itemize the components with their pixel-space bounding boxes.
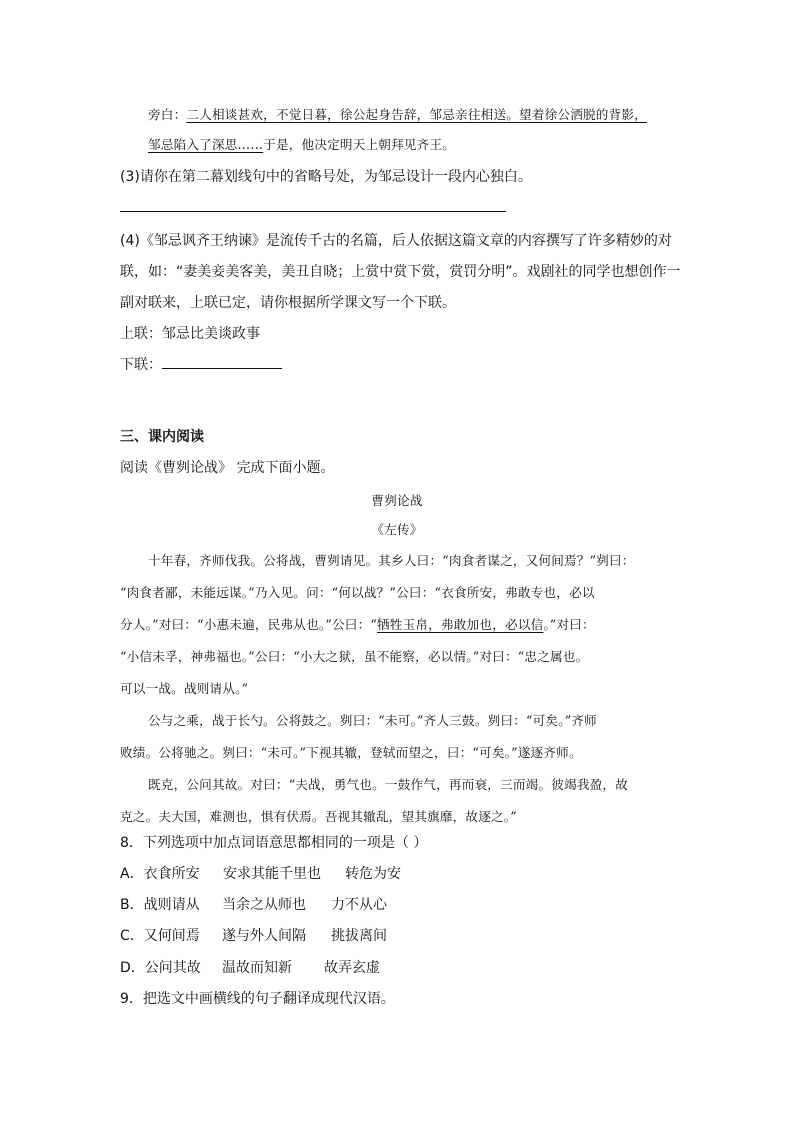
passage-p3-line-2: 克之。夫大国，难测也，惧有伏焉。吾视其辙乱，望其旗靡，故逐之。” xyxy=(120,809,517,824)
question-4-line-3: 副对联来，上联已定，请你根据所学课文写一个下联。 xyxy=(120,295,456,311)
option-letter: C． xyxy=(120,928,144,944)
q8-option-d-word-2: 温故而知新 xyxy=(222,960,292,976)
q8-option-a-word-2: 安求其能千里也 xyxy=(223,866,321,882)
question-8-stem: 8．下列选项中加点词语意思都相同的一项是（ ） xyxy=(120,835,428,851)
upper-couplet: 上联：邹忌比美谈政事 xyxy=(120,326,260,342)
passage-source: 《左传》 xyxy=(371,522,423,537)
passage-p1-line-3 xyxy=(120,614,595,633)
q8-option-c-word-2: 遂与外人间隔 xyxy=(222,928,306,944)
aside-line-1 xyxy=(148,104,647,123)
passage-p1-line-1: 十年春，齐师伐我。公将战，曹刿请见。其乡人曰：“肉食者谋之，又何间焉？”刿曰： xyxy=(148,553,635,568)
option-letter: B． xyxy=(120,897,144,913)
question-4-line-1: (4)《邹忌讽齐王纳谏》是流传千古的名篇，后人依据这篇文章的内容撰写了许多精妙的对 xyxy=(120,233,672,249)
aside-underlined-2: 邹忌陷入了深思…… xyxy=(148,137,264,152)
q8-option-b-word-3: 力不从心 xyxy=(331,897,387,913)
aside-label: 旁白： xyxy=(148,107,187,122)
section-heading: 三、课内阅读 xyxy=(120,429,204,445)
passage-p1-line-3-end: 。”对曰： xyxy=(543,617,595,632)
question-9: 9．把选文中画横线的句子翻译成现代汉语。 xyxy=(120,991,395,1007)
passage-p2-line-1: 公与之乘，战于长勺。公将鼓之。刿曰：“未可。”齐人三鼓。刿曰：“可矣。”齐师 xyxy=(148,713,597,728)
section-instruction: 阅读《曹刿论战》 完成下面小题。 xyxy=(120,460,335,476)
answer-line-q3[interactable] xyxy=(120,211,506,212)
aside-line-2 xyxy=(148,134,455,153)
option-word-1: 公问其故 xyxy=(144,960,201,976)
q8-option-d-word-3: 故弄玄虚 xyxy=(324,960,380,976)
lower-couplet-label: 下联： xyxy=(120,357,162,373)
q8-option-c[interactable] xyxy=(120,925,200,945)
passage-p1-line-3-start: 分人。”对曰：“小惠未遍，民弗从也。”公曰：“ xyxy=(120,617,378,632)
question-3: (3)请你在第二幕划线句中的省略号处，为邹忌设计一段内心独白。 xyxy=(120,169,532,185)
passage-underlined-sentence: 牺牲玉帛，弗敢加也，必以信 xyxy=(377,617,544,632)
option-letter: D． xyxy=(120,960,145,976)
lower-couplet-blank[interactable] xyxy=(162,354,282,369)
passage-p1-line-2: “肉食者鄙，未能远谋。”乃入见。问：“何以战？”公曰：“衣食所安，弗敢专也，必以 xyxy=(120,585,595,600)
passage-p1-line-5: 可以一战。战则请从。” xyxy=(120,681,249,696)
q8-option-a-word-3: 转危为安 xyxy=(345,866,401,882)
q8-option-a[interactable] xyxy=(120,863,200,883)
option-word-1: 衣食所安 xyxy=(143,866,200,882)
q8-option-c-word-3: 挑拔离间 xyxy=(331,928,387,944)
option-word-1: 战则请从 xyxy=(143,897,200,913)
aside-after: 于是，他决定明天上朝拜见齐王。 xyxy=(263,137,456,152)
q8-option-d[interactable] xyxy=(120,957,201,977)
q8-option-b-word-2: 当余之从师也 xyxy=(222,897,306,913)
option-letter: A． xyxy=(120,866,144,882)
passage-p3-line-1: 既克，公问其故。对曰：“夫战，勇气也。一鼓作气，再而衰，三而竭。彼竭我盈，故 xyxy=(148,777,629,792)
passage-p2-line-2: 败绩。公将驰之。刿曰：“未可。”下视其辙，登轼而望之，曰：“可矣。”遂逐齐师。 xyxy=(120,745,582,760)
option-word-1: 又何间焉 xyxy=(143,928,200,944)
lower-couplet xyxy=(120,354,282,374)
aside-underlined-1: 二人相谈甚欢，不觉日暮，徐公起身告辞，邹忌亲往相送。望着徐公洒脱的背影， xyxy=(186,107,647,122)
question-4-line-2: 联，如：“妻美妾美客美，美丑自晓；上赏中赏下赏，赏罚分明”。戏剧社的同学也想创作一 xyxy=(120,264,681,280)
q8-option-b[interactable] xyxy=(120,894,200,914)
passage-title: 曹刿论战 xyxy=(371,493,423,508)
passage-p1-line-4: “小信未孚，神弗福也。”公曰：“小大之狱，虽不能察，必以情。”对曰：“忠之属也。 xyxy=(120,649,589,664)
